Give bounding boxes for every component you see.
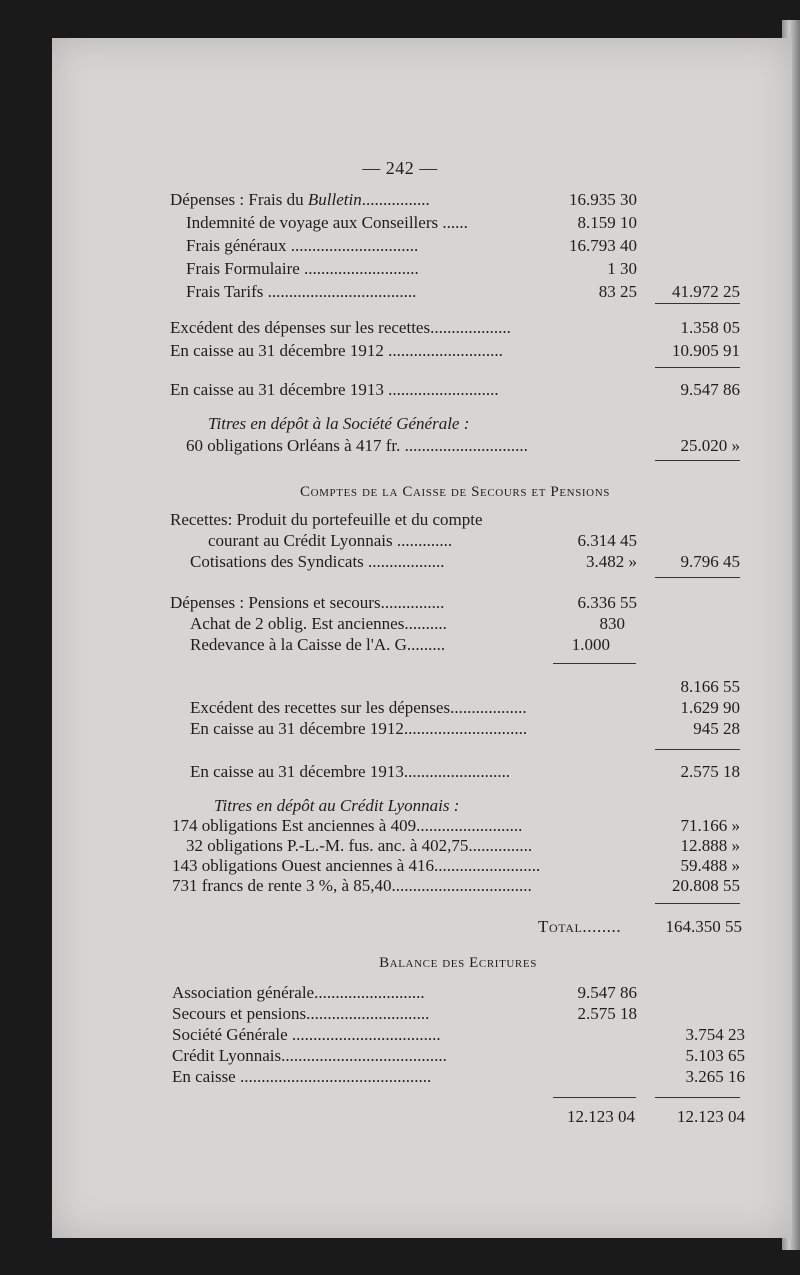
value-col2: 9.547 86: [680, 380, 740, 399]
balance1-row-1: Excédent des dépenses sur les recettes...................: [170, 318, 511, 337]
balance-row: Secours et pensions.............................: [172, 1004, 430, 1023]
depenses2-row-2: Achat de 2 oblig. Est anciennes..........: [190, 614, 447, 633]
depenses2-row-1: Dépenses : Pensions et secours...............: [170, 593, 445, 612]
titres-cl-row: 731 francs de rente 3 %, à 85,40.................................: [172, 876, 532, 895]
rule: [655, 367, 740, 368]
depenses-row-1: [170, 190, 430, 210]
value-col2: 3.265 16: [685, 1067, 745, 1086]
value-col2: 1.629 90: [680, 698, 740, 717]
value-col2: 1.358 05: [680, 318, 740, 337]
recettes-row-1: Recettes: Produit du portefeuille et du compte: [170, 510, 483, 529]
balance2-row-2: En caisse au 31 décembre 1912.............................: [190, 719, 528, 738]
value-col2: 59.488 »: [680, 856, 740, 875]
value-col2: 9.796 45: [680, 552, 740, 571]
value-col2: 5.103 65: [685, 1046, 745, 1065]
value-col2: 10.905 91: [672, 341, 740, 360]
titres-cl-row: 143 obligations Ouest anciennes à 416.........................: [172, 856, 541, 875]
balance-row: Association générale..........................: [172, 983, 425, 1002]
rule: [655, 903, 740, 904]
rule: [655, 1097, 740, 1098]
total-value: 164.350 55: [665, 917, 742, 936]
value-col1: 830: [599, 614, 625, 633]
value-col2: 20.808 55: [672, 876, 740, 895]
value-col1: 6.314 45: [577, 531, 637, 550]
depenses-row-2: Indemnité de voyage aux Conseillers ......: [186, 213, 468, 232]
value-col1: 9.547 86: [577, 983, 637, 1002]
final-value-col2: 12.123 04: [677, 1107, 745, 1126]
titres-sg-row: 60 obligations Orléans à 417 fr. .............................: [186, 436, 528, 455]
titres-cl-heading: Titres en dépôt au Crédit Lyonnais :: [214, 796, 460, 815]
page-number: — 242 —: [362, 158, 438, 178]
value-col2: 41.972 25: [672, 282, 740, 301]
value-col1: 2.575 18: [577, 1004, 637, 1023]
rule: [553, 1097, 636, 1098]
value-col2: 12.888 »: [680, 836, 740, 855]
subtotal-value: 8.166 55: [680, 677, 740, 696]
balance-row: Société Générale ...................................: [172, 1025, 441, 1044]
value-col1: 16.935 30: [569, 190, 637, 209]
rule: [553, 663, 636, 664]
row-dots: ................: [361, 190, 430, 209]
value-col2: 3.754 23: [685, 1025, 745, 1044]
caisse-1913-row: En caisse au 31 décembre 1913 ..........................: [170, 380, 499, 399]
value-col1: 83 25: [598, 282, 637, 301]
value-col1: 1 30: [607, 259, 637, 278]
value-col1: 16.793 40: [569, 236, 637, 255]
value-col2: 71.166 »: [680, 816, 740, 835]
value-col2: 2.575 18: [680, 762, 740, 781]
depenses-row-4: Frais Formulaire ...........................: [186, 259, 419, 278]
balance-title: Balance des Ecritures: [379, 955, 537, 971]
depenses2-row-3: Redevance à la Caisse de l'A. G.........: [190, 635, 446, 654]
depenses-row-3: Frais généraux ..............................: [186, 236, 419, 255]
balance-row: En caisse .............................................: [172, 1067, 432, 1086]
rule: [655, 577, 740, 578]
balance2-row-1: Excédent des recettes sur les dépenses..................: [190, 698, 527, 717]
bulletin-italic: Bulletin: [307, 190, 362, 209]
balance1-row-2: En caisse au 31 décembre 1912 ...........................: [170, 341, 503, 360]
value-col1: 8.159 10: [577, 213, 637, 232]
balance-row: Crédit Lyonnais.......................................: [172, 1046, 447, 1065]
rule: [655, 460, 740, 461]
caisse-1913b-row: En caisse au 31 décembre 1913.........................: [190, 762, 511, 781]
recettes-row-2: courant au Crédit Lyonnais .............: [208, 531, 453, 550]
final-value-col1: 12.123 04: [567, 1107, 635, 1126]
row-label: Dépenses : Frais du: [170, 190, 308, 209]
value-col2: 25.020 »: [680, 436, 740, 455]
recettes-row-3: Cotisations des Syndicats ..................: [190, 552, 445, 571]
titres-cl-row: 32 obligations P.-L.-M. fus. anc. à 402,75...............: [186, 836, 533, 855]
secours-title: Comptes de la Caisse de Secours et Pensions: [300, 484, 610, 500]
total-label: Total........: [538, 917, 622, 936]
value-col1: 6.336 55: [577, 593, 637, 612]
value-col1: 3.482 »: [586, 552, 637, 571]
value-col2: 945 28: [693, 719, 740, 738]
titres-cl-row: 174 obligations Est anciennes à 409.........................: [172, 816, 523, 835]
titres-sg-heading: Titres en dépôt à la Société Générale :: [208, 414, 470, 433]
rule: [655, 303, 740, 304]
value-col1: 1.000: [571, 635, 610, 654]
depenses-row-5: Frais Tarifs ...................................: [186, 282, 417, 301]
rule: [655, 749, 740, 750]
